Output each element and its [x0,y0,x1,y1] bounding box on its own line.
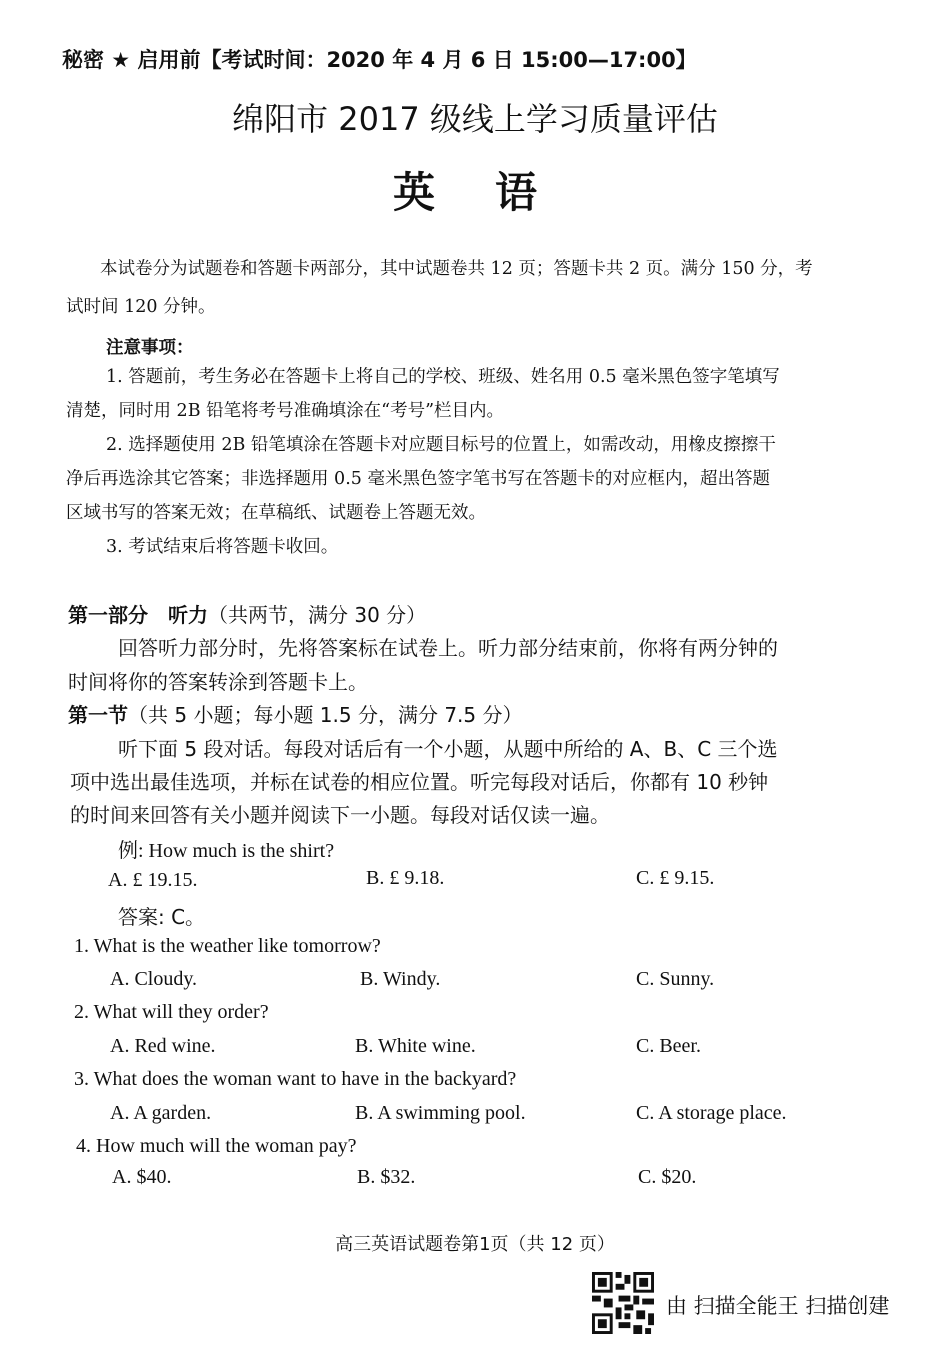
part1-heading [68,599,426,628]
question-2-option-b: B. White wine. [355,1035,476,1057]
intro-line-1: 本试卷分为试题卷和答题卡两部分，其中试题卷共 12 页；答题卡共 2 页。满分 150 分，考 [100,259,813,279]
section1-heading [68,699,522,728]
notes-heading: 注意事项： [106,338,194,358]
part1-heading-bold: 第一部分 听力 [68,603,208,627]
page-footer: 高三英语试题卷第1页（共 12 页） [335,1234,615,1255]
question-1: 1. What is the weather like tomorrow? [74,935,381,957]
part1-desc-line-1: 回答听力部分时，先将答案标在试卷上。听力部分结束前，你将有两分钟的 [118,636,778,660]
question-3-option-b: B. A swimming pool. [355,1102,526,1124]
note-2-line-3: 区域书写的答案无效；在草稿纸、试题卷上答题无效。 [66,503,486,523]
example-question: 例: How much is the shirt? [118,840,335,862]
example-answer: 答案: C。 [118,905,206,929]
question-4-option-a: A. $40. [112,1166,172,1188]
section1-heading-bold: 第一节 [68,703,128,727]
scanner-watermark: 由 扫描全能王 扫描创建 [666,1294,890,1318]
question-4: 4. How much will the woman pay? [76,1135,357,1157]
section1-desc-line-3: 的时间来回答有关小题并阅读下一小题。每段对话仅读一遍。 [70,803,610,827]
question-1-option-b: B. Windy. [360,968,441,990]
subject-title: 英语 [392,168,597,217]
note-2-line-1: 2. 选择题使用 2B 铅笔填涂在答题卡对应题目标号的位置上，如需改动，用橡皮擦擦干 [106,435,776,455]
question-4-option-b: B. $32. [357,1166,416,1188]
question-2-option-c: C. Beer. [636,1035,701,1057]
question-4-option-c: C. $20. [638,1166,697,1188]
question-1-option-c: C. Sunny. [636,968,715,990]
question-3: 3. What does the woman want to have in the backyard? [74,1068,517,1090]
intro-line-2: 试时间 120 分钟。 [66,297,216,317]
section1-desc-line-1: 听下面 5 段对话。每段对话后有一个小题，从题中所给的 A、B、C 三个选 [118,737,778,761]
question-2: 2. What will they order? [74,1001,269,1023]
qr-code-icon [592,1272,654,1334]
note-1-line-1: 1. 答题前，考生务必在答题卡上将自己的学校、班级、姓名用 0.5 毫米黑色签字笔填写 [106,367,780,387]
example-option-a: A. £ 19.15. [108,869,198,891]
part1-heading-rest: （共两节，满分 30 分） [208,603,427,627]
exam-title: 绵阳市 2017 级线上学习质量评估 [232,100,718,138]
part1-desc-line-2: 时间将你的答案转涂到答题卡上。 [68,670,368,694]
question-3-option-c: C. A storage place. [636,1102,787,1124]
section1-desc-line-2: 项中选出最佳选项，并标在试卷的相应位置。听完每段对话后，你都有 10 秒钟 [70,770,769,794]
question-1-option-a: A. Cloudy. [110,968,198,990]
example-option-b: B. £ 9.18. [366,867,445,889]
note-1-line-2: 清楚，同时用 2B 铅笔将考号准确填涂在“考号”栏目内。 [66,401,505,421]
question-2-option-a: A. Red wine. [110,1035,216,1057]
section1-heading-rest: （共 5 小题；每小题 1.5 分，满分 7.5 分） [128,703,523,727]
note-2-line-2: 净后再选涂其它答案；非选择题用 0.5 毫米黑色签字笔书写在答题卡的对应框内，超出答题 [66,469,770,489]
secret-line: 秘密 ★ 启用前【考试时间：2020 年 4 月 6 日 15:00—17:00】 [62,48,697,72]
example-option-c: C. £ 9.15. [636,867,715,889]
note-3: 3. 考试结束后将答题卡收回。 [106,537,339,557]
question-3-option-a: A. A garden. [110,1102,212,1124]
